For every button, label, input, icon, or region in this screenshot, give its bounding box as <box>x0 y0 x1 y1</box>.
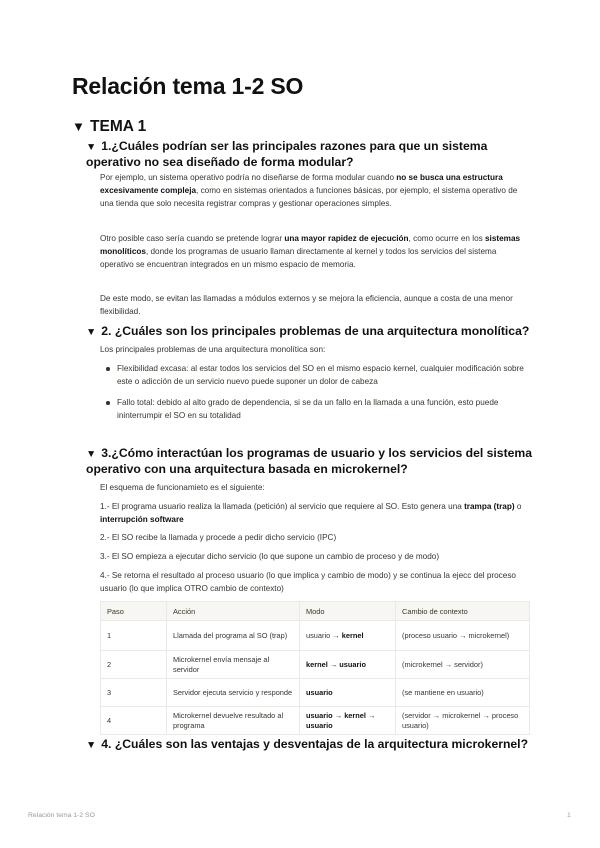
table-cell: 3 <box>101 679 167 707</box>
bold-text: sistemas monolíticos <box>100 234 521 256</box>
list-item-text: Fallo total: debido al alto grado de dependencia, si se da un fallo en la llamada a una función, esto puede ininterrumpir el SO en su totalidad <box>117 398 499 420</box>
q3-step-4: 4.- Se retorna el resultado al proceso usuario (lo que implica y cambio de modo) y se continua la ejecc del proceso usuario (lo que implica OTRO cambio de contexto) <box>100 571 516 593</box>
bullet-icon <box>106 401 110 405</box>
section-label: TEMA 1 <box>90 118 147 135</box>
q1-paragraph-2 <box>100 232 532 271</box>
q3-step-3: 3.- El SO empieza a ejecutar dicho servicio (lo que supone un cambio de proceso y de modo) <box>100 552 440 561</box>
text: , como en sistemas orientados a funciones básicas, por ejemplo, el sistema operativo de una tienda que solo necesita registrar compras y gestionar operaciones simples. <box>100 186 518 208</box>
bold-text: no se busca una estructura excesivamente compleja <box>100 173 503 195</box>
table-row <box>101 621 530 651</box>
table-cell: Microkernel devuelve resultado al programa <box>167 707 300 735</box>
page-title: Relación tema 1-2 SO <box>72 73 304 99</box>
table-cell: 2 <box>101 651 167 679</box>
bold-text: usuario → kernel → usuario <box>306 711 376 730</box>
table-row <box>101 651 530 679</box>
text: usuario → <box>306 630 342 640</box>
toggle-triangle-icon[interactable]: ▼ <box>86 740 97 751</box>
table-header: Modo <box>300 602 396 621</box>
table-header: Paso <box>101 602 167 621</box>
toggle-heading-q4[interactable] <box>86 737 536 753</box>
list-item <box>106 362 532 388</box>
bold-text: interrupción software <box>100 515 184 524</box>
table-cell: (se mantiene en usuario) <box>396 679 530 707</box>
table-cell <box>300 707 396 735</box>
q2-intro: Los principales problemas de una arquitectura monolítica son: <box>100 345 326 354</box>
toggle-triangle-icon[interactable]: ▼ <box>86 327 97 338</box>
q3-step-2: 2.- El SO recibe la llamada y procede a pedir dicho servicio (IPC) <box>100 533 337 542</box>
table-cell: Servidor ejecuta servicio y responde <box>167 679 300 707</box>
table-cell <box>300 651 396 679</box>
list-item <box>106 396 532 422</box>
bold-text: usuario <box>306 687 333 697</box>
q1-paragraph-3: De este modo, se evitan las llamadas a módulos externos y se mejora la eficiencia, aunque a costa de una menor flexibilidad. <box>100 294 513 316</box>
bold-text: kernel → usuario <box>306 659 366 669</box>
context-switch-table <box>100 601 530 735</box>
q4-heading: 4. ¿Cuáles son las ventajas y desventajas de la arquitectura microkernel? <box>101 737 529 751</box>
table-cell: (proceso usuario → microkernel) <box>396 621 530 651</box>
toggle-triangle-icon[interactable]: ▼ <box>72 119 86 134</box>
table-header: Acción <box>167 602 300 621</box>
footer-page-number: 1 <box>567 812 571 819</box>
bold-text: kernel <box>341 630 364 640</box>
table-header-row <box>101 602 530 621</box>
table-cell: 4 <box>101 707 167 735</box>
table-cell: (servidor → microkernel → proceso usuario) <box>396 707 530 735</box>
table-cell <box>300 679 396 707</box>
toggle-triangle-icon[interactable]: ▼ <box>86 142 97 153</box>
bold-text: trampa (trap) <box>464 502 515 511</box>
footer-title: Relación tema 1-2 SO <box>28 812 95 819</box>
list-item-text: Flexibilidad excasa: al estar todos los servicios del SO en el mismo espacio kernel, cualquier modificación sobre este o adicción de un servicio nuevo puede suponer un dolor de cabeza <box>117 364 524 386</box>
table-row <box>101 707 530 735</box>
text: , como ocurre en los <box>408 234 485 243</box>
toggle-heading-q3[interactable] <box>86 446 536 477</box>
q1-heading: 1.¿Cuáles podrían ser las principales razones para que un sistema operativo no sea diseñado de forma modular? <box>86 139 488 169</box>
toggle-heading-q1[interactable] <box>86 139 536 170</box>
text: , donde los programas de usuario llaman directamente al kernel y todos los servicios del sistema operativo se encuentran integrados en un mismo espacio de memoria. <box>100 247 497 269</box>
q3-heading: 3.¿Cómo interactúan los programas de usuario y los servicios del sistema operativo con una arquitectura basada en microkernel? <box>86 446 533 476</box>
bullet-icon <box>106 367 110 371</box>
toggle-heading-q2[interactable] <box>86 324 536 340</box>
table-header: Cambio de contexto <box>396 602 530 621</box>
table-cell: Llamada del programa al SO (trap) <box>167 621 300 651</box>
table-cell: 1 <box>101 621 167 651</box>
bold-text: una mayor rapidez de ejecución <box>284 234 409 243</box>
text: o <box>514 502 522 511</box>
q3-step-1 <box>100 500 532 526</box>
table-cell: Microkernel envía mensaje al servidor <box>167 651 300 679</box>
q2-heading: 2. ¿Cuáles son los principales problemas de una arquitectura monolítica? <box>101 324 530 338</box>
text: 1.- El programa usuario realiza la llamada (petición) al servicio que requiere al SO. Esto genera una <box>100 502 465 511</box>
table-row <box>101 679 530 707</box>
text: Otro posible caso sería cuando se pretende lograr <box>100 234 285 243</box>
q3-intro: El esquema de funcionamieto es el siguiente: <box>100 483 265 492</box>
text: Por ejemplo, un sistema operativo podría no diseñarse de forma modular cuando <box>100 173 397 182</box>
toggle-triangle-icon[interactable]: ▼ <box>86 449 97 460</box>
q1-paragraph-1 <box>100 171 532 210</box>
table-cell: (microkernel → servidor) <box>396 651 530 679</box>
table-cell <box>300 621 396 651</box>
section-heading-tema-1[interactable] <box>72 118 146 136</box>
